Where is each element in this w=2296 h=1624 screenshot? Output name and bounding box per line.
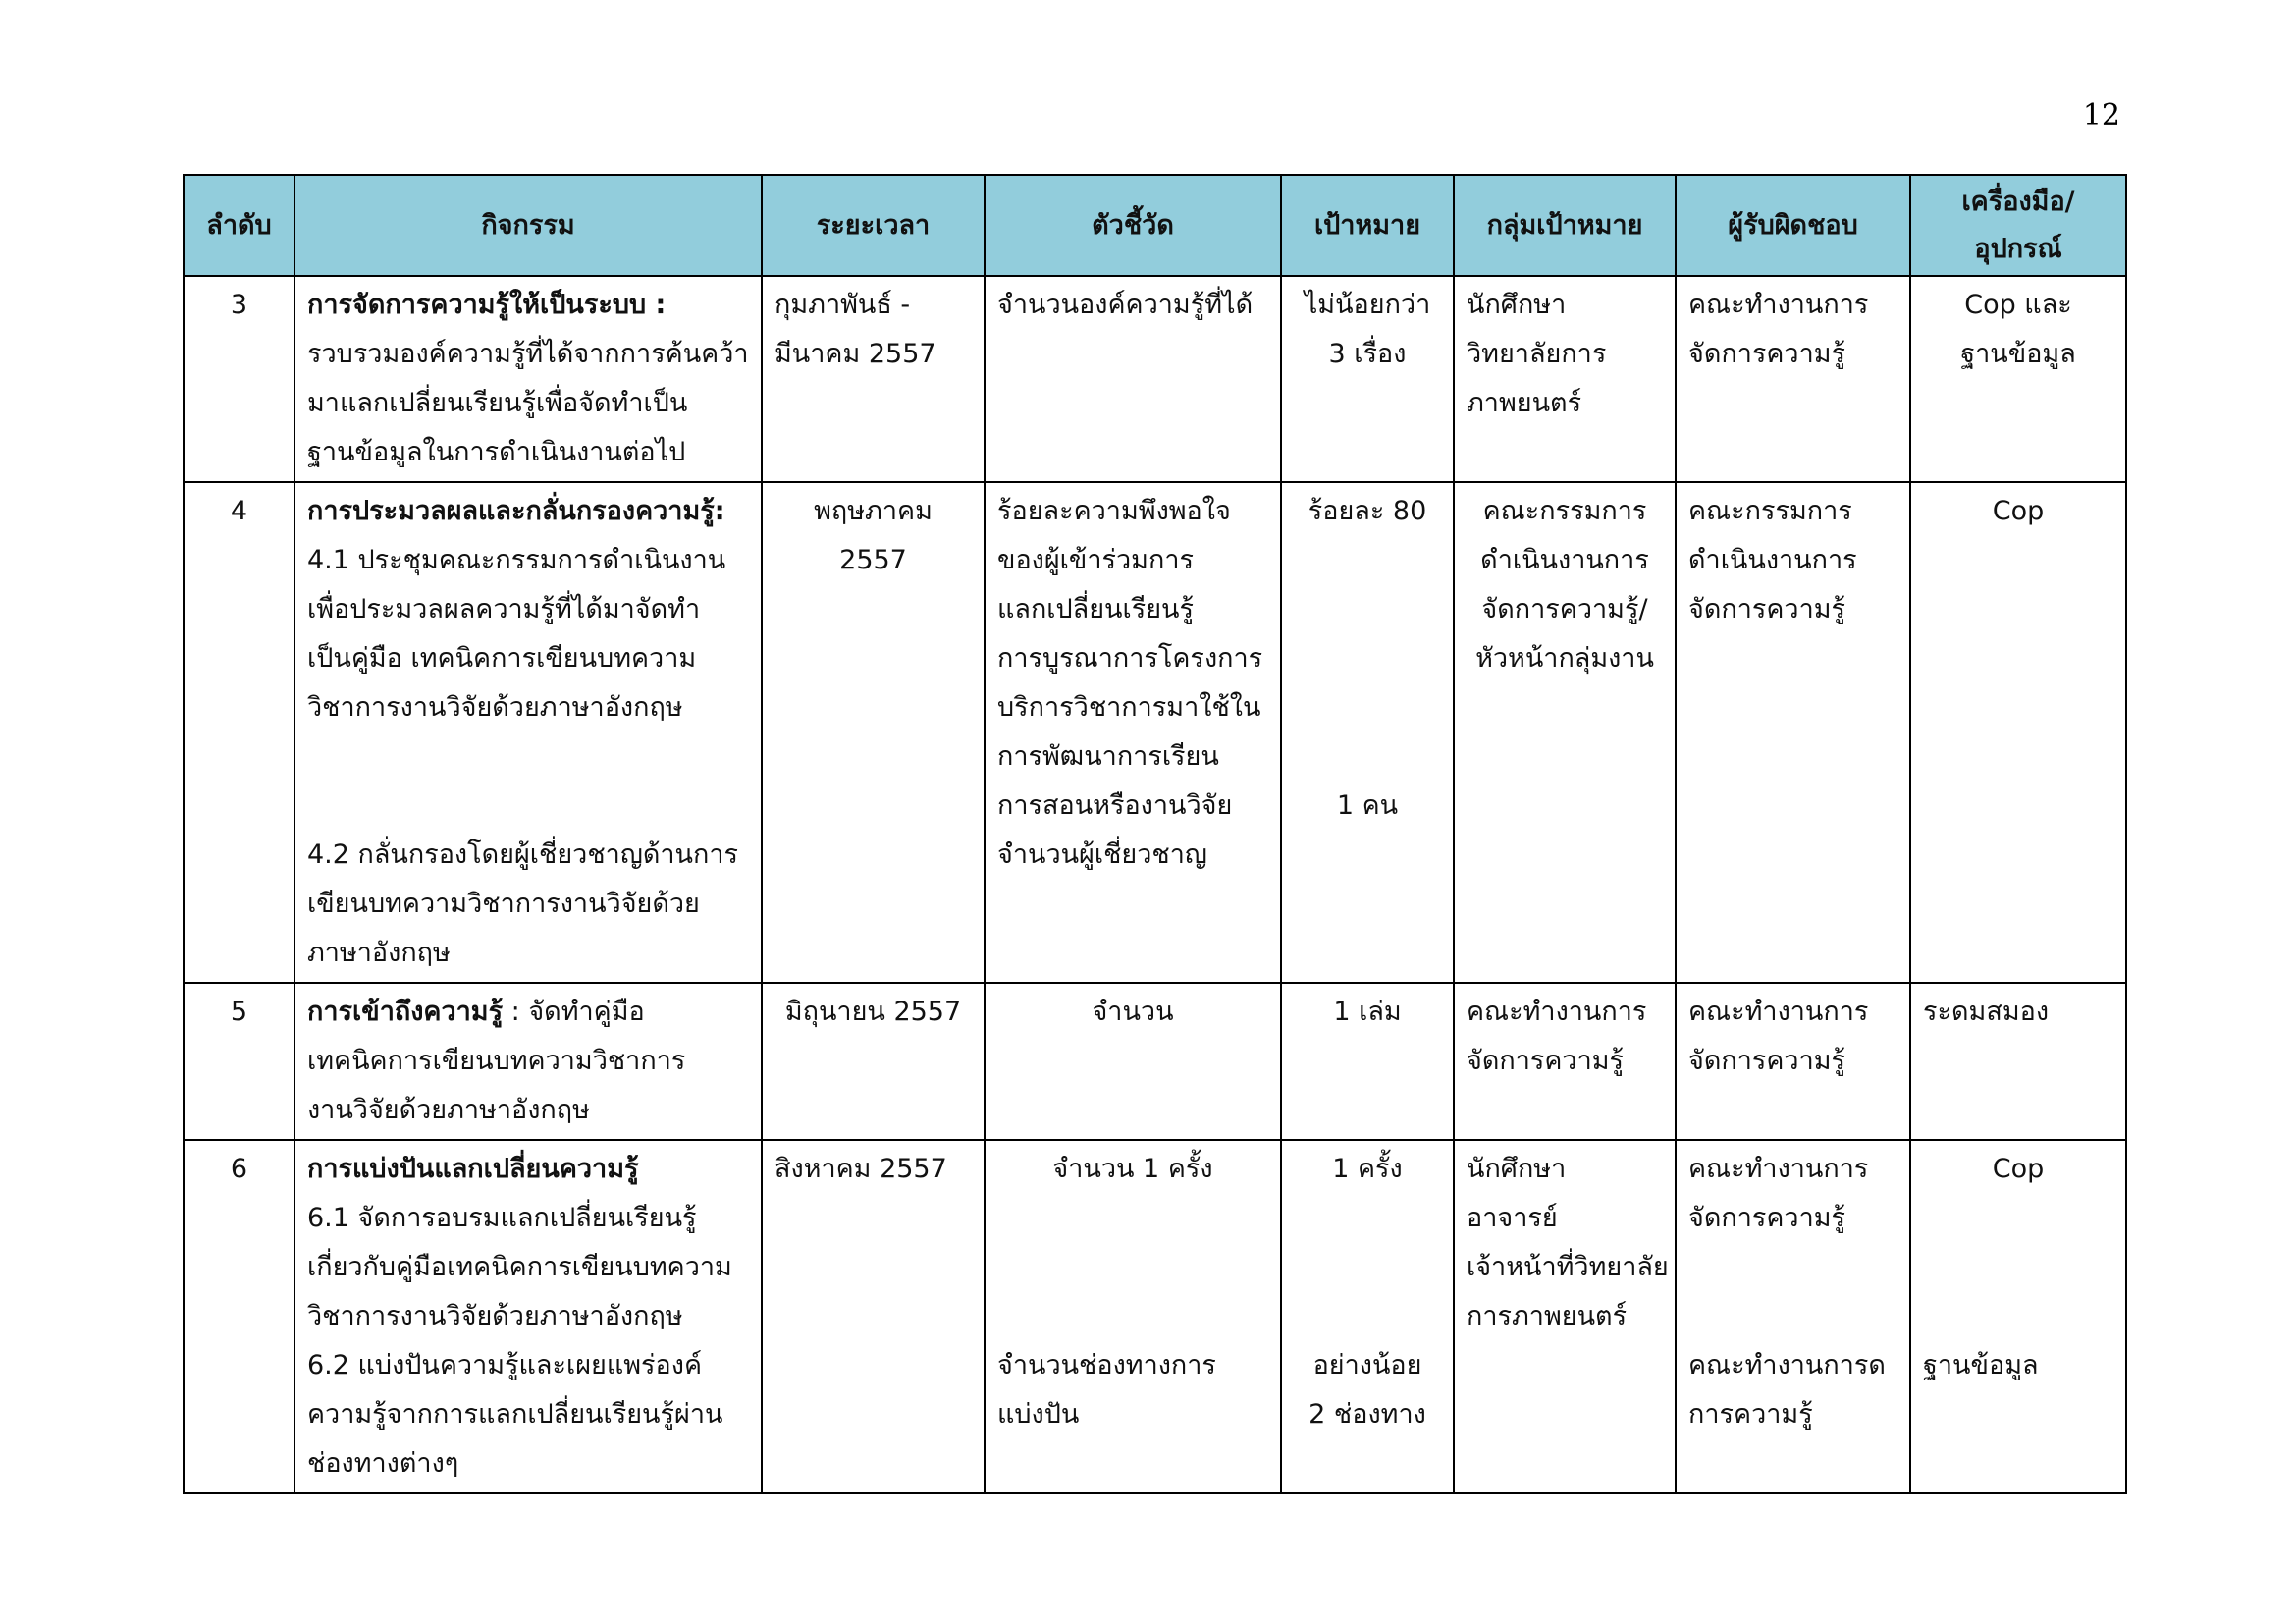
responsible-line: คณะกรรมการ [1688, 496, 1852, 526]
row-responsible [1676, 1140, 1910, 1493]
activity-line: เพื่อประมวลผลความรู้ที่ได้มาจัดทำ [307, 594, 701, 624]
tools-line: Cop และ [1964, 290, 2072, 320]
target-line: 1 คน [1336, 790, 1399, 821]
header-responsible: ผู้รับผิดชอบ [1676, 175, 1910, 276]
activity-plan-table [183, 174, 2127, 1494]
period-line: กุมภาพันธ์ - [774, 290, 911, 320]
target-line: 3 เรื่อง [1328, 339, 1407, 369]
activity-line: วิชาการงานวิจัยด้วยภาษาอังกฤษ [307, 1301, 683, 1331]
indicator-line: ของผู้เข้าร่วมการ [997, 545, 1194, 575]
activity-line: วิชาการงานวิจัยด้วยภาษาอังกฤษ [307, 692, 683, 723]
activity-line: 4.1 ประชุมคณะกรรมการดำเนินงาน [307, 545, 726, 575]
row-tools [1910, 1140, 2126, 1493]
responsible-line: คณะทำงานการ [1688, 1154, 1869, 1184]
spacer [1294, 536, 1441, 782]
header-period: ระยะเวลา [762, 175, 985, 276]
activity-line: รวบรวมองค์ความรู้ที่ได้จากการค้นคว้า [307, 339, 749, 369]
table-row [184, 276, 2126, 482]
table-header-row [184, 175, 2126, 276]
tools-line: Cop [1992, 1154, 2045, 1184]
row-no: 3 [184, 276, 294, 482]
header-indicator: ตัวชี้วัด [985, 175, 1281, 276]
tools-line: ฐานข้อมูล [1960, 339, 2076, 369]
activity-line: งานวิจัยด้วยภาษาอังกฤษ [307, 1095, 590, 1125]
indicator-line: การพัฒนาการเรียน [997, 741, 1219, 772]
target-line: ร้อยละ 80 [1308, 496, 1427, 526]
activity-line: มาแลกเปลี่ยนเรียนรู้เพื่อจัดทำเป็น [307, 388, 688, 418]
group-line: เจ้าหน้าที่วิทยาลัย [1467, 1252, 1669, 1282]
row-no: 6 [184, 1140, 294, 1493]
table-row [184, 983, 2126, 1140]
row-activity [294, 983, 762, 1140]
row-tools [1910, 482, 2126, 983]
indicator-line: จำนวนองค์ความรู้ที่ได้ [997, 290, 1254, 320]
indicator-line: จำนวน 1 ครั้ง [1052, 1154, 1213, 1184]
row-target-group [1454, 1140, 1676, 1493]
spacer [997, 1194, 1268, 1341]
responsible-line: จัดการความรู้ [1688, 1203, 1846, 1233]
row-tools [1910, 276, 2126, 482]
group-line: ภาพยนตร์ [1467, 388, 1582, 418]
period-line: พฤษภาคม [814, 496, 933, 526]
indicator-line: การสอนหรืองานวิจัย [997, 790, 1233, 821]
header-tools-line1: เครื่องมือ/ [1961, 186, 2075, 217]
group-line: วิทยาลัยการ [1467, 339, 1607, 369]
activity-line: ฐานข้อมูลในการดำเนินงานต่อไป [307, 437, 686, 467]
spacer [307, 732, 749, 831]
row-indicator [985, 1140, 1281, 1493]
activity-line: 6.2 แบ่งปันความรู้และเผยแพร่องค์ [307, 1350, 703, 1380]
group-line: จัดการความรู้/ [1481, 594, 1648, 624]
row-target [1281, 1140, 1454, 1493]
responsible-line: คณะทำงานการด [1688, 1350, 1886, 1380]
indicator-line: การบูรณาการโครงการ [997, 643, 1263, 674]
group-line: คณะทำงานการ [1467, 997, 1647, 1027]
row-target-group [1454, 276, 1676, 482]
indicator-line: แบ่งปัน [997, 1399, 1080, 1430]
row-no: 5 [184, 983, 294, 1140]
group-line: ดำเนินงานการ [1480, 545, 1649, 575]
indicator-line: จำนวนช่องทางการ [997, 1350, 1216, 1380]
row-responsible [1676, 983, 1910, 1140]
header-activity: กิจกรรม [294, 175, 762, 276]
tools-line: ระดมสมอง [1923, 997, 2050, 1027]
row-no: 4 [184, 482, 294, 983]
page-number: 12 [2082, 98, 2120, 133]
spacer [1688, 1243, 1897, 1341]
row-activity [294, 482, 762, 983]
target-line: 1 ครั้ง [1332, 1154, 1403, 1184]
row-period [762, 983, 985, 1140]
responsible-line: ดำเนินงานการ [1688, 545, 1857, 575]
tools-line: ฐานข้อมูล [1923, 1350, 2039, 1380]
header-no: ลำดับ [184, 175, 294, 276]
indicator-line: จำนวนผู้เชี่ยวชาญ [997, 839, 1207, 870]
group-line: นักศึกษา [1467, 1154, 1567, 1184]
activity-line: เขียนบทความวิชาการงานวิจัยด้วย [307, 889, 700, 919]
header-tools [1910, 175, 2126, 276]
row-activity [294, 1140, 762, 1493]
activity-line: ช่องทางต่างๆ [307, 1448, 459, 1479]
target-line: อย่างน้อย [1312, 1350, 1422, 1380]
activity-title: การเข้าถึงความรู้ [307, 997, 504, 1027]
group-line: จัดการความรู้ [1467, 1046, 1625, 1076]
indicator-line: จำนวน [1092, 997, 1174, 1027]
activity-line: เป็นคู่มือ เทคนิคการเขียนบทความ [307, 643, 697, 674]
responsible-line: จัดการความรู้ [1688, 594, 1846, 624]
activity-title-rest: : จัดทำคู่มือ [503, 997, 645, 1027]
responsible-line: จัดการความรู้ [1688, 1046, 1846, 1076]
table-row [184, 482, 2126, 983]
activity-line: เทคนิคการเขียนบทความวิชาการ [307, 1046, 686, 1076]
activity-title-line [307, 988, 749, 1037]
row-responsible [1676, 482, 1910, 983]
header-target: เป้าหมาย [1281, 175, 1454, 276]
period-line: สิงหาคม 2557 [774, 1154, 947, 1184]
row-activity [294, 276, 762, 482]
activity-line: 4.2 กลั่นกรองโดยผู้เชี่ยวชาญด้านการ [307, 839, 738, 870]
indicator-line: ร้อยละความพึงพอใจ [997, 496, 1231, 526]
row-target-group [1454, 482, 1676, 983]
responsible-line: จัดการความรู้ [1688, 339, 1846, 369]
header-tools-line2: อุปกรณ์ [1974, 233, 2062, 264]
activity-line: เกี่ยวกับคู่มือเทคนิคการเขียนบทความ [307, 1252, 732, 1282]
target-line: 1 เล่ม [1333, 997, 1402, 1027]
activity-title: การประมวลผลและกลั่นกรองความรู้: [307, 496, 725, 526]
row-target [1281, 276, 1454, 482]
activity-line: ภาษาอังกฤษ [307, 938, 451, 968]
header-target-group: กลุ่มเป้าหมาย [1454, 175, 1676, 276]
spacer [1294, 1194, 1441, 1341]
target-line: ไม่น้อยกว่า [1304, 290, 1431, 320]
target-line: 2 ช่องทาง [1308, 1399, 1426, 1430]
period-line: มิถุนายน 2557 [784, 997, 962, 1027]
period-line: 2557 [839, 545, 907, 575]
row-period [762, 276, 985, 482]
group-line: นักศึกษา [1467, 290, 1567, 320]
row-responsible [1676, 276, 1910, 482]
period-line: มีนาคม 2557 [774, 339, 936, 369]
row-target [1281, 983, 1454, 1140]
activity-line: ความรู้จากการแลกเปลี่ยนเรียนรู้ผ่าน [307, 1399, 723, 1430]
row-target-group [1454, 983, 1676, 1140]
group-line: อาจารย์ [1467, 1203, 1558, 1233]
row-indicator [985, 482, 1281, 983]
spacer [1923, 1194, 2113, 1341]
responsible-line: คณะทำงานการ [1688, 997, 1869, 1027]
row-tools [1910, 983, 2126, 1140]
indicator-line: แลกเปลี่ยนเรียนรู้ [997, 594, 1194, 624]
row-indicator [985, 276, 1281, 482]
tools-line: Cop [1992, 496, 2045, 526]
group-line: การภาพยนตร์ [1467, 1301, 1628, 1331]
group-line: หัวหน้ากลุ่มงาน [1475, 643, 1654, 674]
row-period [762, 482, 985, 983]
row-period [762, 1140, 985, 1493]
table-row [184, 1140, 2126, 1493]
activity-title: การจัดการความรู้ให้เป็นระบบ : [307, 290, 667, 320]
activity-line: 6.1 จัดการอบรมแลกเปลี่ยนเรียนรู้ [307, 1203, 697, 1233]
row-target [1281, 482, 1454, 983]
responsible-line: การความรู้ [1688, 1399, 1813, 1430]
responsible-line: คณะทำงานการ [1688, 290, 1869, 320]
indicator-line: บริการวิชาการมาใช้ใน [997, 692, 1261, 723]
group-line: คณะกรรมการ [1482, 496, 1647, 526]
activity-title: การแบ่งปันแลกเปลี่ยนความรู้ [307, 1154, 639, 1184]
row-indicator [985, 983, 1281, 1140]
